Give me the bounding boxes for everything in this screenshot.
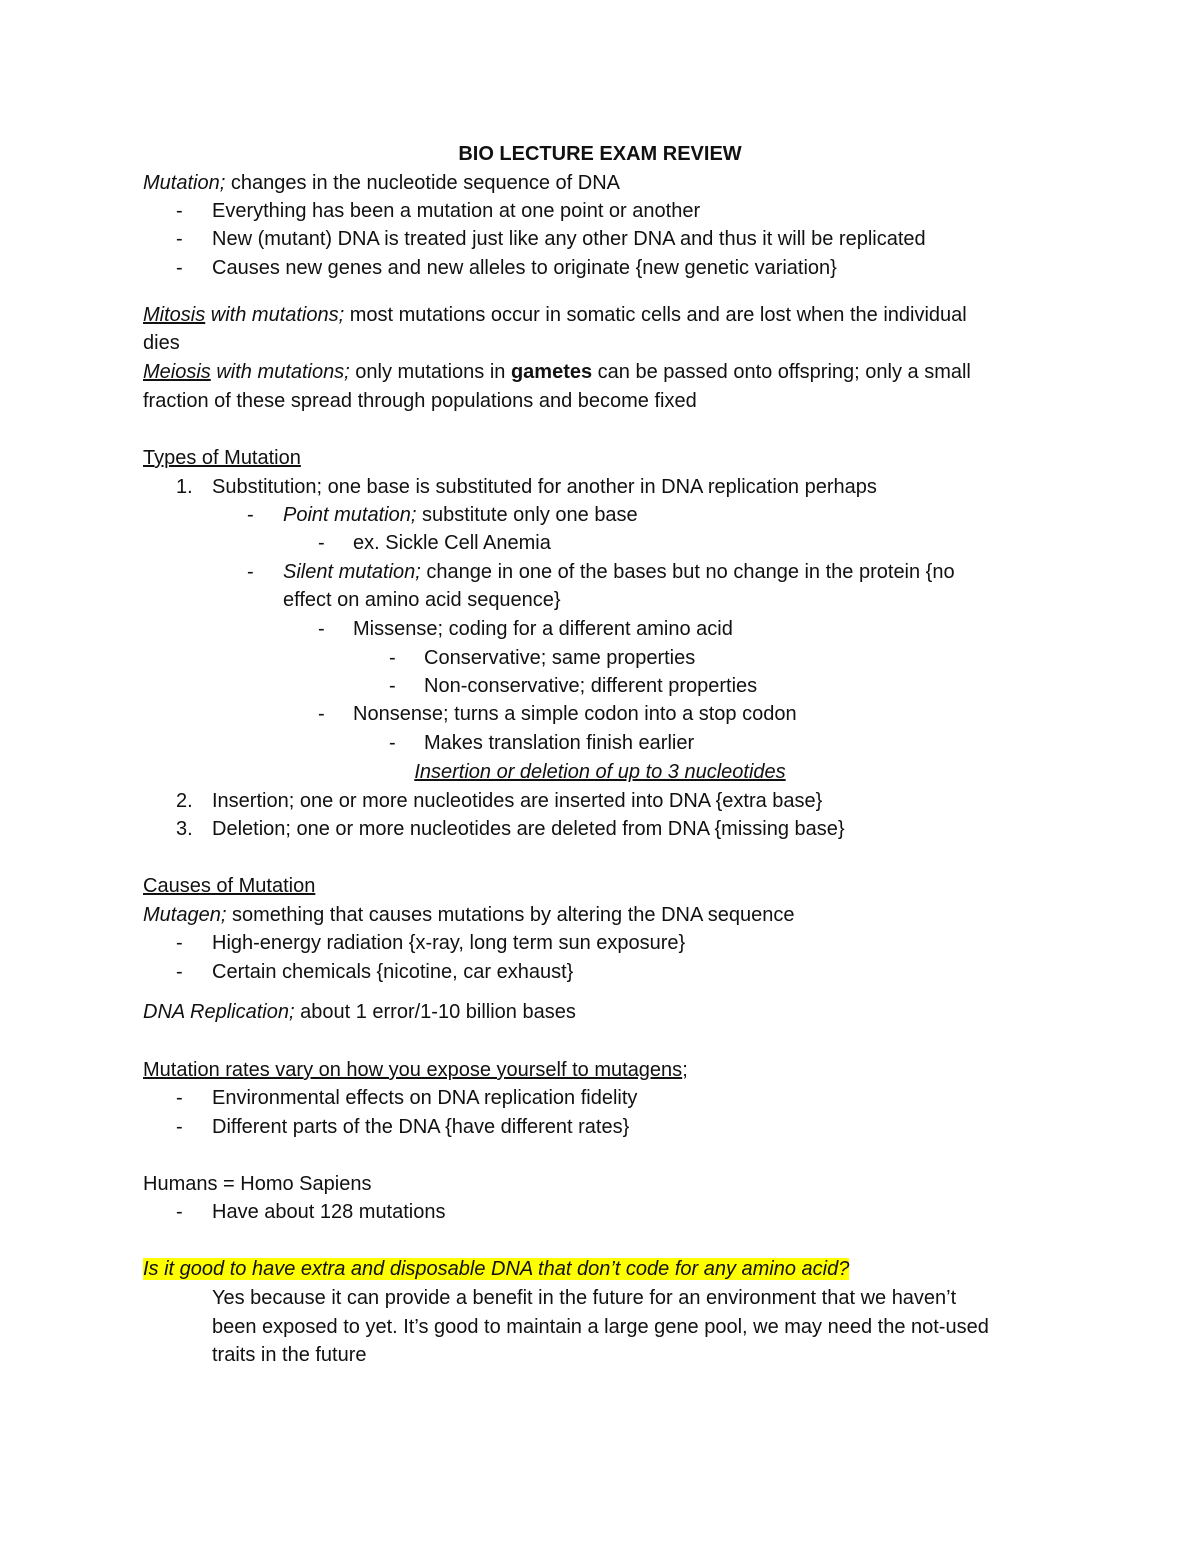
mutation-definition <box>143 169 620 197</box>
bullet-dash <box>176 225 186 253</box>
mutagen-definition <box>143 901 795 929</box>
answer-line: traits in the future <box>212 1344 367 1366</box>
humans-line: Humans = Homo Sapiens <box>143 1173 372 1195</box>
gametes-bold: gametes <box>510 361 593 383</box>
mitosis-term-suffix: with mutations; <box>205 304 345 326</box>
mitosis-term: Mitosis <box>143 304 206 326</box>
bullet-dash <box>247 501 257 529</box>
bullet-dash <box>176 958 186 986</box>
list-item: New (mutant) DNA is treated just like any other DNA and thus it will be replicated <box>212 228 926 250</box>
list-item: Makes translation finish earlier <box>424 732 695 754</box>
highlighted-question <box>143 1255 849 1283</box>
list-number: 2. <box>176 790 193 812</box>
bullet-dash <box>176 197 186 225</box>
section-heading-types <box>143 444 301 472</box>
mitosis-text: most mutations occur in somatic cells and are lost when the individual <box>344 304 967 326</box>
silent-mutation-def-cont: effect on amino acid sequence} <box>283 589 561 611</box>
replication-definition <box>143 998 576 1026</box>
point-mutation-def: substitute only one base <box>416 504 638 526</box>
bullet-dash <box>318 615 328 643</box>
list-item: Different parts of the DNA {have different rates} <box>212 1116 630 1138</box>
bullet-dash <box>389 729 399 757</box>
list-number: 1. <box>176 476 193 498</box>
list-item: ex. Sickle Cell Anemia <box>353 532 551 554</box>
mutation-def-text: changes in the nucleotide sequence of DNA <box>225 172 620 194</box>
bullet-dash <box>318 700 328 728</box>
list-item-insertion: Insertion; one or more nucleotides are inserted into DNA {extra base} <box>212 790 823 812</box>
silent-mutation-term: Silent mutation; <box>283 561 421 583</box>
meiosis-text-cont: fraction of these spread through populations and become fixed <box>143 390 697 412</box>
bullet-dash <box>176 1113 186 1141</box>
meiosis-term-suffix: with mutations; <box>210 361 350 383</box>
list-item: Missense; coding for a different amino acid <box>353 618 733 640</box>
list-item-substitution: Substitution; one base is substituted for another in DNA replication perhaps <box>212 476 877 498</box>
list-item: High-energy radiation {x-ray, long term sun exposure} <box>212 932 686 954</box>
meiosis-term: Meiosis <box>143 361 211 383</box>
replication-term: DNA Replication; <box>143 1001 295 1023</box>
bullet-dash <box>176 254 186 282</box>
meiosis-paragraph <box>143 358 971 386</box>
bullet-dash <box>176 1084 186 1112</box>
list-number: 3. <box>176 818 193 840</box>
question-text: Is it good to have extra and disposable DNA that don’t code for any amino acid? <box>143 1258 850 1280</box>
list-item: Non-conservative; different properties <box>424 675 758 697</box>
list-item: Have about 128 mutations <box>212 1201 446 1223</box>
answer-line: Yes because it can provide a benefit in the future for an environment that we haven’t <box>212 1287 957 1309</box>
meiosis-text-post: can be passed onto offspring; only a small <box>592 361 971 383</box>
list-item: Certain chemicals {nicotine, car exhaust} <box>212 961 574 983</box>
list-item: Causes new genes and new alleles to originate {new genetic variation} <box>212 257 837 279</box>
silent-mutation-def: change in one of the bases but no change in the protein {no <box>420 561 955 583</box>
list-item: Conservative; same properties <box>424 647 696 669</box>
meiosis-text: only mutations in <box>349 361 511 383</box>
list-item: Environmental effects on DNA replication fidelity <box>212 1087 638 1109</box>
causes-heading-text: Causes of Mutation <box>143 875 316 897</box>
bullet-dash <box>389 644 399 672</box>
mutagen-term: Mutagen; <box>143 904 227 926</box>
indel-text: Insertion or deletion of up to 3 nucleotides <box>414 761 786 783</box>
indel-subheading <box>0 758 1200 786</box>
list-item: Everything has been a mutation at one point or another <box>212 200 701 222</box>
mitosis-text-cont: dies <box>143 332 180 354</box>
page-title: BIO LECTURE EXAM REVIEW <box>458 143 742 165</box>
bullet-dash <box>318 529 328 557</box>
section-heading-rates <box>143 1056 688 1084</box>
bullet-dash <box>176 929 186 957</box>
mitosis-paragraph <box>143 301 967 329</box>
rates-heading-suffix: ; <box>682 1059 688 1081</box>
list-item-deletion: Deletion; one or more nucleotides are deleted from DNA {missing base} <box>212 818 845 840</box>
bullet-dash <box>247 558 257 586</box>
point-mutation-item <box>283 501 638 529</box>
section-heading-causes <box>143 872 315 900</box>
mutation-term: Mutation; <box>143 172 226 194</box>
point-mutation-term: Point mutation; <box>283 504 417 526</box>
silent-mutation-item <box>283 558 955 586</box>
types-heading-text: Types of Mutation <box>143 447 301 469</box>
replication-def: about 1 error/1-10 billion bases <box>294 1001 576 1023</box>
bullet-dash <box>389 672 399 700</box>
rates-heading-text: Mutation rates vary on how you expose yourself to mutagens <box>143 1059 683 1081</box>
mutagen-def: something that causes mutations by altering the DNA sequence <box>226 904 795 926</box>
answer-line: been exposed to yet. It’s good to maintain a large gene pool, we may need the not-used <box>212 1316 989 1338</box>
list-item: Nonsense; turns a simple codon into a stop codon <box>353 703 797 725</box>
bullet-dash <box>176 1198 186 1226</box>
